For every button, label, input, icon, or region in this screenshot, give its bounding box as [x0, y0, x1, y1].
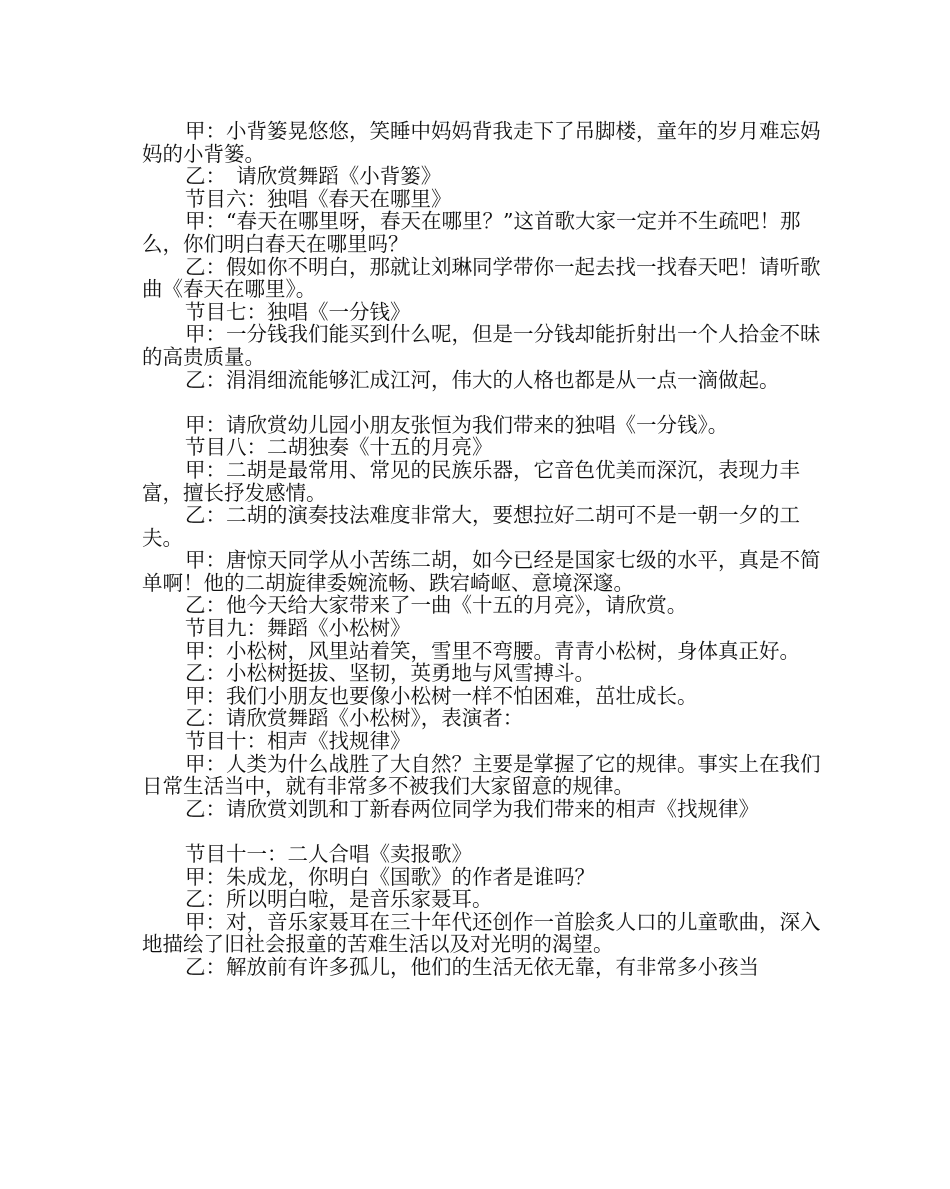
paragraph: 甲：一分钱我们能买到什么呢，但是一分钱却能折射出一个人拾金不昧的高贵质量。: [142, 322, 821, 369]
paragraph: 甲：我们小朋友也要像小松树一样不怕困难，茁壮成长。: [185, 683, 698, 708]
paragraph: 甲：“春天在哪里呀，春天在哪里？”这首歌大家一定并不生疏吧！那么，你们明白春天在哪里吗？: [142, 209, 801, 256]
paragraph: 乙：小松树挺拔、坚韧，英勇地与风雪搏斗。: [185, 661, 596, 686]
paragraph: 乙：所以明白啦，是音乐家聂耳。: [185, 887, 493, 912]
paragraph: 甲：小松树，风里站着笑，雪里不弯腰。青青小松树，身体真正好。: [185, 638, 801, 663]
paragraph: 甲：对，音乐家聂耳在三十年代还创作一首脍炙人口的儿童歌曲，深入地描绘了旧社会报童的苦难生活以及对光明的渴望。: [142, 909, 821, 957]
paragraph: 乙：请欣赏舞蹈《小松树》，表演者：: [185, 706, 524, 731]
section-heading: 节目十一：二人合唱《卖报歌》: [185, 842, 473, 866]
paragraph: 甲：唐惊天同学从小苦练二胡，如今已经是国家七级的水平，真是不简单啊！他的二胡旋律委婉流畅、跌宕崎岖、意境深邃。: [142, 548, 821, 595]
section-heading: 节目八：二胡独奏《十五的月亮》: [185, 435, 493, 460]
paragraph: 乙：二胡的演奏技法难度非常大，要想拉好二胡可不是一朝一夕的工夫。: [142, 503, 801, 550]
paragraph: 甲：朱成龙，你明白《国歌》的作者是谁吗？: [185, 864, 596, 889]
paragraph: 乙：涓涓细流能够汇成江河，伟大的人格也都是从一点一滴做起。: [185, 367, 780, 392]
paragraph: 甲：二胡是最常用、常见的民族乐器，它音色优美而深沉，表现力丰富，擅长抒发感情。: [142, 457, 801, 505]
paragraph: 乙： 请欣赏舞蹈《小背篓》: [185, 164, 442, 189]
blank-line: [142, 391, 832, 414]
paragraph: 甲：小背篓晃悠悠，笑睡中妈妈背我走下了吊脚楼，童年的岁月难忘妈妈的小背篓。: [142, 119, 821, 166]
blank-line: [142, 820, 832, 843]
paragraph: 甲：请欣赏幼儿园小朋友张恒为我们带来的独唱《一分钱》。: [185, 412, 729, 437]
document-body: [142, 120, 832, 979]
section-heading: 节目九：舞蹈《小松树》: [185, 616, 411, 641]
section-heading: 节目六：独唱《春天在哪里》: [185, 186, 452, 211]
paragraph: 乙：假如你不明白，那就让刘琳同学带你一起去找一找春天吧！请听歌曲《春天在哪里》。: [142, 254, 821, 302]
paragraph: 乙：他今天给大家带来了一曲《十五的月亮》，请欣赏。: [185, 593, 688, 618]
paragraph: 甲：人类为什么战胜了大自然？主要是掌握了它的规律。事实上在我们日常生活当中，就有非常多不被我们大家留意的规律。: [142, 751, 821, 799]
paragraph: 乙：请欣赏刘凯和丁新春两位同学为我们带来的相声《找规律》: [185, 796, 760, 821]
section-heading: 节目七：独唱《一分钱》: [185, 299, 411, 324]
paragraph: 乙：解放前有许多孤儿，他们的生活无依无靠，有非常多小孩当: [185, 954, 760, 979]
section-heading: 节目十：相声《找规律》: [185, 729, 411, 754]
